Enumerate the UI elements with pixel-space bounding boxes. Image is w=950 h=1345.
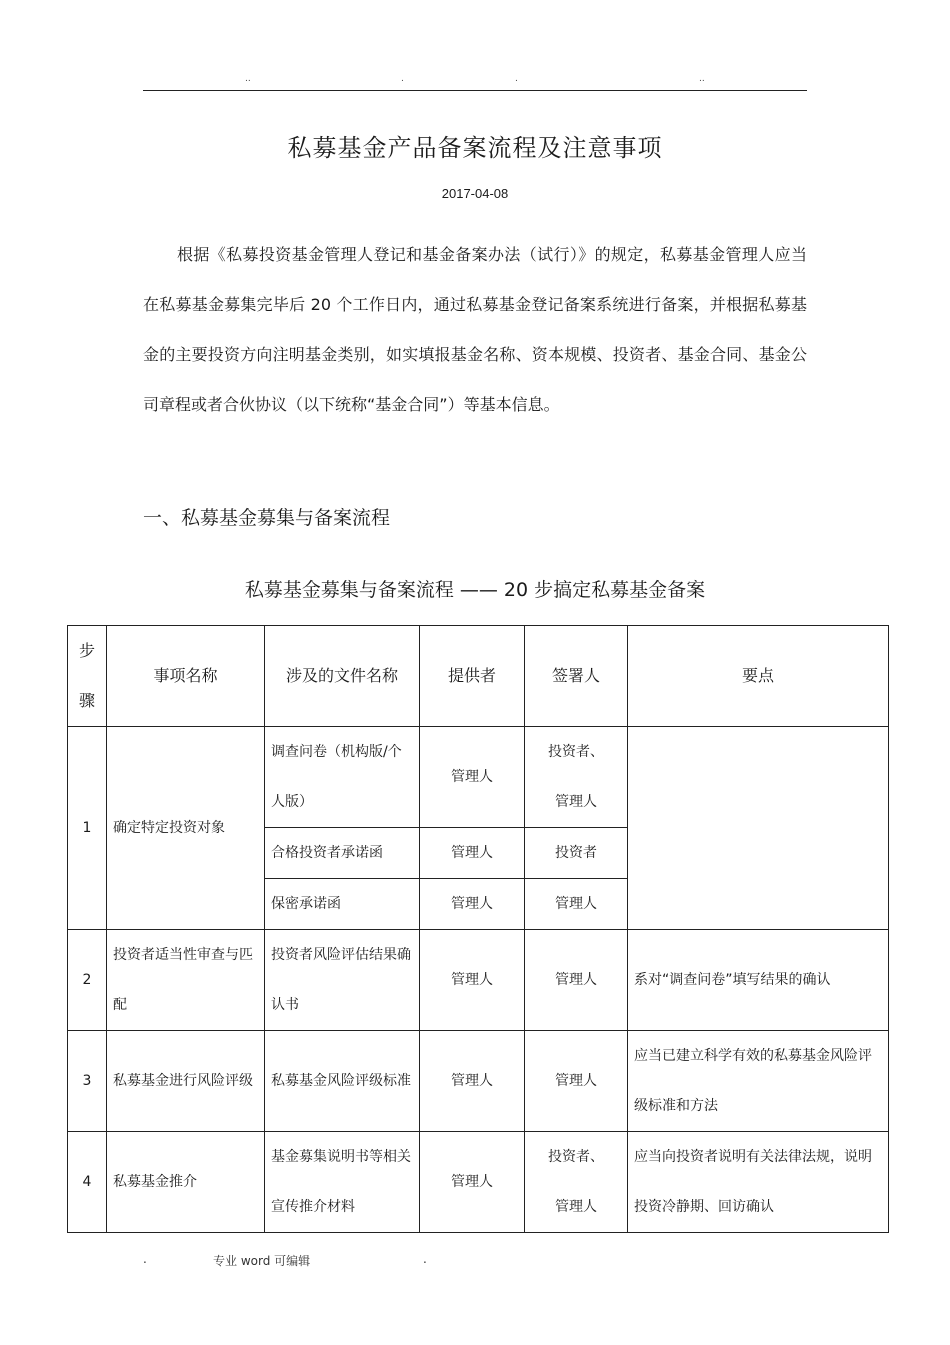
table-row bbox=[68, 1132, 889, 1233]
provider: 管理人 bbox=[420, 1132, 525, 1233]
signer: 投资者、管理人 bbox=[525, 727, 628, 828]
notes bbox=[628, 727, 889, 930]
intro-paragraph: 根据《私募投资基金管理人登记和基金备案办法（试行）》的规定，私募基金管理人应当在私募基金募集完毕后 20 个工作日内，通过私募基金登记备案系统进行备案，并根据私募基金的主要投资方向注明基金类别，如实填报基金名称、资本规模、投资者、基金合同、基金公司章程或者合伙协议（以下统称“基金合同”）等基本信息。 bbox=[143, 245, 807, 414]
header-signer: 签署人 bbox=[525, 626, 628, 727]
signer: 投资者、管理人 bbox=[525, 1132, 628, 1233]
table-row bbox=[68, 727, 889, 828]
table-header-row bbox=[68, 626, 889, 727]
header-notes: 要点 bbox=[628, 626, 889, 727]
document-date: 2017-04-08 bbox=[441, 186, 509, 201]
doc-name: 调查问卷（机构版/个人版） bbox=[265, 727, 420, 828]
step-number: 3 bbox=[68, 1031, 107, 1132]
table-row bbox=[68, 930, 889, 1031]
header-docs: 涉及的文件名称 bbox=[265, 626, 420, 727]
header-mark: .. bbox=[699, 74, 705, 84]
page-header bbox=[143, 74, 807, 91]
doc-name: 投资者风险评估结果确认书 bbox=[265, 930, 420, 1031]
provider: 管理人 bbox=[420, 828, 525, 879]
header-item: 事项名称 bbox=[107, 626, 265, 727]
step-number: 4 bbox=[68, 1132, 107, 1233]
notes: 应当向投资者说明有关法律法规，说明投资冷静期、回访确认 bbox=[628, 1132, 889, 1233]
table-row bbox=[68, 1031, 889, 1132]
header-mark: .. bbox=[245, 74, 251, 84]
item-name: 确定特定投资对象 bbox=[107, 727, 265, 930]
header-step: 步骤 bbox=[68, 626, 107, 727]
document-title: 私募基金产品备案流程及注意事项 bbox=[287, 134, 663, 162]
provider: 管理人 bbox=[420, 879, 525, 930]
footer-mark: . bbox=[143, 1252, 147, 1266]
notes: 系对“调查问卷”填写结果的确认 bbox=[628, 930, 889, 1031]
notes: 应当已建立科学有效的私募基金风险评级标准和方法 bbox=[628, 1031, 889, 1132]
doc-name: 保密承诺函 bbox=[265, 879, 420, 930]
section-heading: 一、私募基金募集与备案流程 bbox=[143, 507, 391, 529]
provider: 管理人 bbox=[420, 930, 525, 1031]
signer: 管理人 bbox=[525, 930, 628, 1031]
header-mark: . bbox=[515, 74, 518, 84]
item-name: 私募基金进行风险评级 bbox=[107, 1031, 265, 1132]
step-number: 1 bbox=[68, 727, 107, 930]
item-name: 私募基金推介 bbox=[107, 1132, 265, 1233]
step-number: 2 bbox=[68, 930, 107, 1031]
footer-text: 专业 word 可编辑 bbox=[213, 1254, 311, 1268]
signer: 投资者 bbox=[525, 828, 628, 879]
footer-mark: . bbox=[423, 1252, 427, 1266]
doc-name: 私募基金风险评级标准 bbox=[265, 1031, 420, 1132]
doc-name: 基金募集说明书等相关宣传推介材料 bbox=[265, 1132, 420, 1233]
process-table bbox=[67, 625, 889, 1233]
doc-name: 合格投资者承诺函 bbox=[265, 828, 420, 879]
provider: 管理人 bbox=[420, 1031, 525, 1132]
signer: 管理人 bbox=[525, 879, 628, 930]
page-footer bbox=[143, 1252, 643, 1268]
table-title: 私募基金募集与备案流程 —— 20 步搞定私募基金备案 bbox=[244, 579, 706, 601]
item-name: 投资者适当性审查与匹配 bbox=[107, 930, 265, 1031]
provider: 管理人 bbox=[420, 727, 525, 828]
signer: 管理人 bbox=[525, 1031, 628, 1132]
header-provider: 提供者 bbox=[420, 626, 525, 727]
header-mark: . bbox=[401, 74, 404, 84]
